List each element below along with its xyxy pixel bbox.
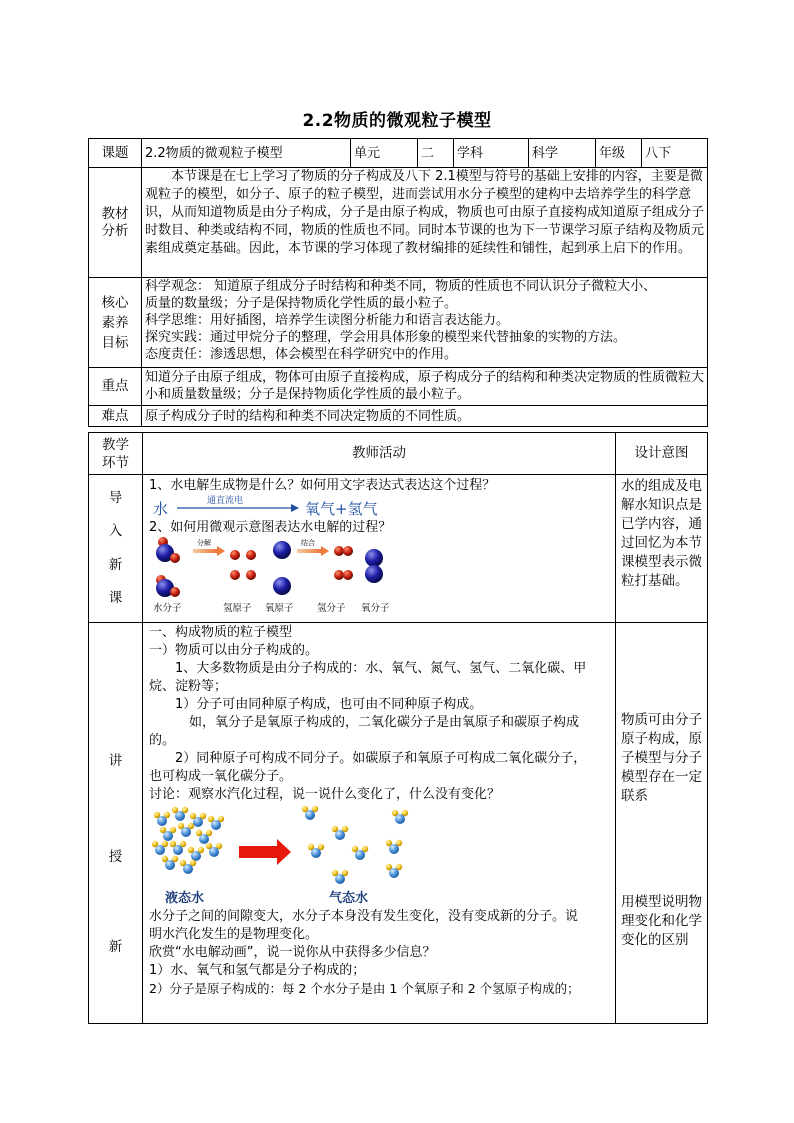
hydrogen-molecule-icon <box>334 546 353 580</box>
page-title: 2.2物质的微观粒子模型 <box>302 111 492 131</box>
unit-value: 二 <box>418 139 454 168</box>
subject-label: 学科 <box>454 139 529 168</box>
equation-condition: 通直流电 <box>207 496 244 506</box>
equation-products: 氧气+氢气 <box>305 500 378 518</box>
caption-h-molecule: 氢分子 <box>317 603 346 614</box>
stage-header <box>89 433 143 475</box>
lecture-line: 2）同种原子可构成不同分子。如碳原子和氧原子可构成二氧化碳分子， <box>175 751 587 766</box>
analysis-label-line: 教材 <box>101 205 129 222</box>
vaporization-diagram <box>149 806 429 908</box>
combine-arrow <box>297 538 329 556</box>
lecture-line: 如，氧分子是氧原子构成的，二氧化碳分子是由氧原子和碳原子构成 <box>189 715 580 730</box>
liquid-water-molecules <box>152 807 224 874</box>
lecture-after-line: 1）水、氧气和氢气都是分子构成的； <box>149 963 366 978</box>
intro-stage-char: 新 <box>108 556 123 573</box>
decompose-arrow <box>193 538 225 556</box>
liquid-water-label: 液态水 <box>165 891 205 906</box>
goals-label-line: 素养 <box>101 314 129 331</box>
stage-header-line: 教学 <box>102 436 129 453</box>
goals-label <box>89 278 142 368</box>
grade-value: 八下 <box>642 139 708 168</box>
key-points-text: 知道分子由原子组成，物体可由原子直接构成，原子构成分子的结构和种类决定物质的性质微粒大小和质量数量级；分子是保持物质化学性质的最小粒子。 <box>142 368 708 406</box>
analysis-label <box>89 168 142 278</box>
lecture-stage-char: 讲 <box>108 753 123 769</box>
intro-stage-char: 入 <box>108 523 123 540</box>
oxygen-molecule-icon <box>365 549 383 583</box>
lecture-after-line: 2）分子是原子构成的：每 2 个水分子是由 1 个氧原子和 2 个氢原子构成的； <box>149 981 580 996</box>
topic-label: 课题 <box>89 139 142 168</box>
lecture-intent-2: 用模型说明物理变化和化学变化的区别 <box>621 894 702 948</box>
arrow-label-combine: 结合 <box>301 539 315 547</box>
oxygen-atom-icon <box>273 541 291 595</box>
caption-water-molecule: 水分子 <box>153 603 182 614</box>
goals-label-line: 目标 <box>101 334 129 351</box>
goal-line: 探究实践：通过甲烷分子的整理，学会用具体形象的模型来代替抽象的实物的方法。 <box>145 330 627 345</box>
unit-label: 单元 <box>351 139 418 168</box>
equation-water: 水 <box>153 500 169 518</box>
hydrogen-atom-icon <box>230 550 256 580</box>
gas-water-label: 气态水 <box>329 891 369 906</box>
goal-line: 态度责任：渗透思想，体会模型在科学研究中的作用。 <box>145 347 458 362</box>
red-arrow-icon <box>239 839 291 865</box>
lecture-after-line: 水分子之间的间隙变大，水分子本身没有发生变化，没有变成新的分子。说 <box>149 909 579 924</box>
intent-header: 设计意图 <box>616 433 708 475</box>
teaching-process-table <box>88 432 708 1024</box>
lecture-line: 也可构成一氧化碳分子。 <box>149 769 293 784</box>
goals-label-line: 核心 <box>101 294 129 311</box>
lecture-stage <box>89 623 143 1024</box>
grade-label: 年级 <box>596 139 642 168</box>
intro-question-2: 2、如何用微观示意图表达水电解的过程？ <box>149 520 392 535</box>
analysis-text: 本节课是在七上学习了物质的分子构成及八下 2.1模型与符号的基础上安排的内容，主要是微观粒子的模型，如分子、原子的粒子模型，进而尝试用水分子模型的建构中去培养学生的科学意识，从而知道物质是由分子构成，分子是由原子构成，物质也可由原子直接构成知道原子组成分子时数目、种类或结构不同，物质的性质也不同。同时本节课的也为下一节课学习原子结构及物质元素组成奠定基础。因此，本节课的学习体现了教材编排的延续性和铺性，起到承上启下的作用。 <box>145 169 705 256</box>
caption-o-atom: 氧原子 <box>265 603 294 614</box>
goal-line: 科学观念： 知道原子组成分子时结构和种类不同，物质的性质也不同认识分子微粒大小、 <box>145 279 657 294</box>
lecture-stage-char: 新 <box>108 939 123 955</box>
water-molecule-icon <box>156 537 180 597</box>
intro-stage-char: 导 <box>108 489 123 506</box>
caption-h-atom: 氢原子 <box>223 603 252 614</box>
lecture-line: 1）分子可由同种原子构成，也可由不同种原子构成。 <box>175 697 483 712</box>
subject-value: 科学 <box>529 139 596 168</box>
difficult-label: 难点 <box>89 406 142 427</box>
gas-water-molecules <box>302 806 408 884</box>
lecture-intent-1: 物质可由分子原子构成，原子模型与分子模型存在一定联系 <box>621 712 702 804</box>
lecture-line: 一、构成物质的粒子模型 <box>149 625 293 640</box>
intro-stage <box>89 475 143 623</box>
topic-value: 2.2物质的微观粒子模型 <box>142 139 351 168</box>
lecture-stage-char: 授 <box>108 849 123 865</box>
goal-line: 质量的数量级；分子是保持物质化学性质的最小粒子。 <box>145 296 458 311</box>
lecture-after-line: 明水汽化发生的是物理变化。 <box>149 927 319 942</box>
lecture-after-line: 欣赏“水电解动画”，说一说你从中获得多少信息？ <box>149 945 436 960</box>
lecture-line: 烷、淀粉等； <box>149 679 228 694</box>
intro-intent: 水的组成及电解水知识点是已学内容，通过回忆为本节课模型表示微粒打基础。 <box>616 475 708 623</box>
lecture-line: 1、大多数物质是由分子构成的：水、氧气、氮气、氢气、二氧化碳、甲 <box>175 661 587 676</box>
lesson-info-table <box>88 138 708 427</box>
activity-header: 教师活动 <box>143 433 616 475</box>
stage-header-line: 环节 <box>102 454 129 471</box>
caption-o-molecule: 氧分子 <box>361 603 390 614</box>
lecture-line: 讨论：观察水汽化过程，说一说什么变化了，什么没有变化？ <box>149 787 501 802</box>
goal-line: 科学思维：用好插图，培养学生读图分析能力和语言表达能力。 <box>145 313 510 328</box>
electrolysis-equation <box>149 495 419 519</box>
arrow-label-decompose: 分解 <box>197 539 211 547</box>
lecture-line: 的。 <box>149 733 176 748</box>
intro-question-1: 1、水电解生成物是什么？如何用文字表达式表达这个过程？ <box>149 478 496 493</box>
analysis-label-line: 分析 <box>101 222 129 239</box>
lecture-line: 一）物质可以由分子构成的。 <box>149 643 319 658</box>
intro-stage-char: 课 <box>108 590 123 607</box>
electrolysis-micro-diagram <box>149 536 429 614</box>
key-points-label: 重点 <box>89 368 142 406</box>
difficult-text: 原子构成分子时的结构和种类不同决定物质的不同性质。 <box>142 406 708 427</box>
